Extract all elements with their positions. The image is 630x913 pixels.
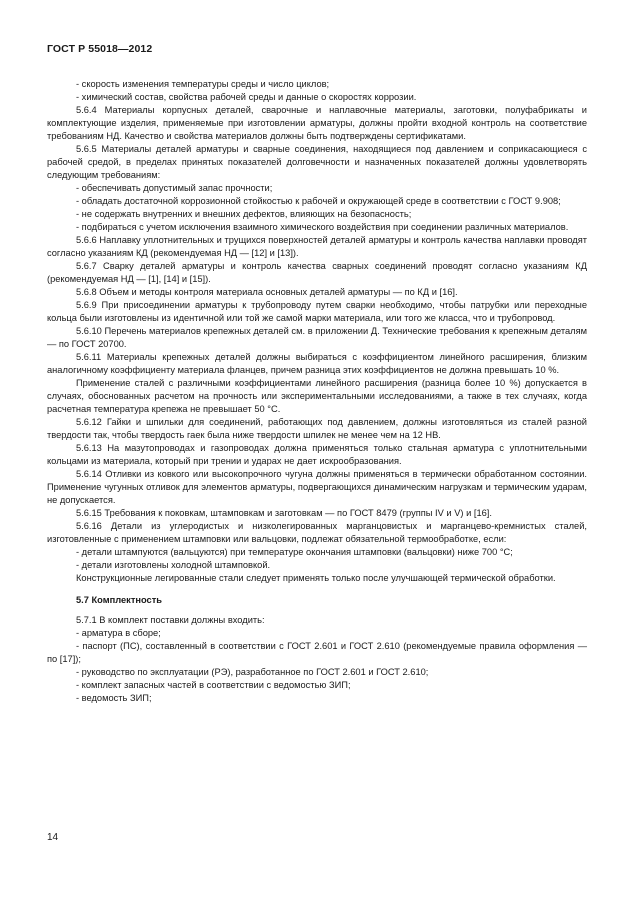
list-item: - химический состав, свойства рабочей среды и данные о скоростях коррозии. [76, 92, 417, 102]
list-item: - обладать достаточной коррозионной стойкостью к рабочей и окружающей среде в соответствии с ГОСТ 9.908; [76, 196, 561, 206]
clause-5-6-5: 5.6.5 Материалы деталей арматуры и сварные соединения, находящиеся под давлением и соприкасающиеся с рабочей средой, в пределах принятых показателей долговечности и назначенных показателей должны удовлетворять следующим требованиям: [47, 144, 587, 180]
list-item: - скорость изменения температуры среды и число циклов; [76, 79, 330, 89]
list-item: - ведомость ЗИП; [76, 693, 152, 703]
list-item: - детали штампуются (вальцуются) при температуре окончания штамповки (вальцовки) ниже 700 °С; [76, 547, 513, 557]
section-heading: 5.7 Комплектность [76, 595, 163, 605]
clause-5-7-1: 5.7.1 В комплект поставки должны входить: [76, 615, 265, 625]
list-item: - паспорт (ПС), составленный в соответствии с ГОСТ 2.601 и ГОСТ 2.610 (рекомендуемые правила оформления — по [17]); [47, 641, 587, 664]
clause-5-6-13: 5.6.13 На мазутопроводах и газопроводах должна применяться только стальная арматура с уплотнительными кольцами из материала, который при трении и ударах не дает искрообразования. [47, 443, 587, 466]
clause-5-6-6: 5.6.6 Наплавку уплотнительных и трущихся поверхностей деталей арматуры и контроль качества наплавки проводят согласно указаниям КД (рекомендуемая НД — [12] и [13]). [47, 235, 587, 258]
list-item: - комплект запасных частей в соответствии с ведомостью ЗИП; [76, 680, 351, 690]
list-item: - арматура в сборе; [76, 628, 161, 638]
list-item: - руководство по эксплуатации (РЭ), разработанное по ГОСТ 2.601 и ГОСТ 2.610; [76, 667, 429, 677]
clause-5-6-11: 5.6.11 Материалы крепежных деталей должны выбираться с коэффициентом линейного расширения, близким аналогичному коэффициенту материала фланцев, причем разница этих коэффициентов не должна превышать 10 %. [47, 352, 587, 375]
clause-5-6-8: 5.6.8 Объем и методы контроля материала основных деталей арматуры — по КД и [16]. [76, 287, 458, 297]
list-item: - детали изготовлены холодной штамповкой. [76, 560, 271, 570]
clause-5-6-16: 5.6.16 Детали из углеродистых и низколегированных марганцовистых и марганцево-кремнистых сталей, изготовленные с применением штамповки или вальцовки, подлежат обязательной термообработке, если: [47, 521, 587, 544]
document-body [47, 78, 587, 705]
clause-5-6-4: 5.6.4 Материалы корпусных деталей, сварочные и наплавочные материалы, заготовки, полуфабрикаты и комплектующие изделия, применяемые при изготовлении арматуры, должны пройти входной контроль на соответствие требованиям НД. Качество и свойства материалов должны быть подтверждены сертификатами. [47, 105, 587, 141]
clause-5-6-15: 5.6.15 Требования к поковкам, штамповкам и заготовкам — по ГОСТ 8479 (группы IV и V) и [16]. [76, 508, 492, 518]
list-item: - подбираться с учетом исключения взаимного химического воздействия при соединении различных материалов. [76, 222, 569, 232]
document-header: ГОСТ Р 55018—2012 [47, 43, 153, 55]
clause-5-6-10: 5.6.10 Перечень материалов крепежных деталей см. в приложении Д. Технические требования к крепежным деталям — по ГОСТ 20700. [47, 326, 587, 349]
clause-5-6-9: 5.6.9 При присоединении арматуры к трубопроводу путем сварки необходимо, чтобы патрубки или переходные кольца были изготовлены из идентичной или той же самой марки материала, или того же класса, что и трубопровод. [47, 300, 587, 323]
paragraph: Конструкционные легированные стали следует применять только после улучшающей термической обработки. [76, 573, 556, 583]
paragraph: Применение сталей с различными коэффициентами линейного расширения (разница более 10 %) допускается в случаях, обоснованных расчетом на прочность или экспериментальными исследованиями, а также в тех случаях, когда расчетная температура крепежа не превышает 50 °С. [47, 378, 587, 414]
list-item: - не содержать внутренних и внешних дефектов, влияющих на безопасность; [76, 209, 412, 219]
clause-5-6-14: 5.6.14 Отливки из ковкого или высокопрочного чугуна должны применяться в термически обработанном состоянии. Применение чугунных отливок для элементов арматуры, подвергающихся динамическим нагрузкам и термическим ударам, не допускается. [47, 469, 587, 505]
clause-5-6-7: 5.6.7 Сварку деталей арматуры и контроль качества сварных соединений проводят согласно указаниям КД (рекомендуемая НД — [1], [14] и [15]). [47, 261, 587, 284]
list-item: - обеспечивать допустимый запас прочности; [76, 183, 273, 193]
page-number: 14 [47, 832, 59, 843]
clause-5-6-12: 5.6.12 Гайки и шпильки для соединений, работающих под давлением, должны изготовляться из сталей разной твердости так, чтобы твердость гаек была ниже твердости шпилек не менее чем на 12 НВ. [47, 417, 587, 440]
